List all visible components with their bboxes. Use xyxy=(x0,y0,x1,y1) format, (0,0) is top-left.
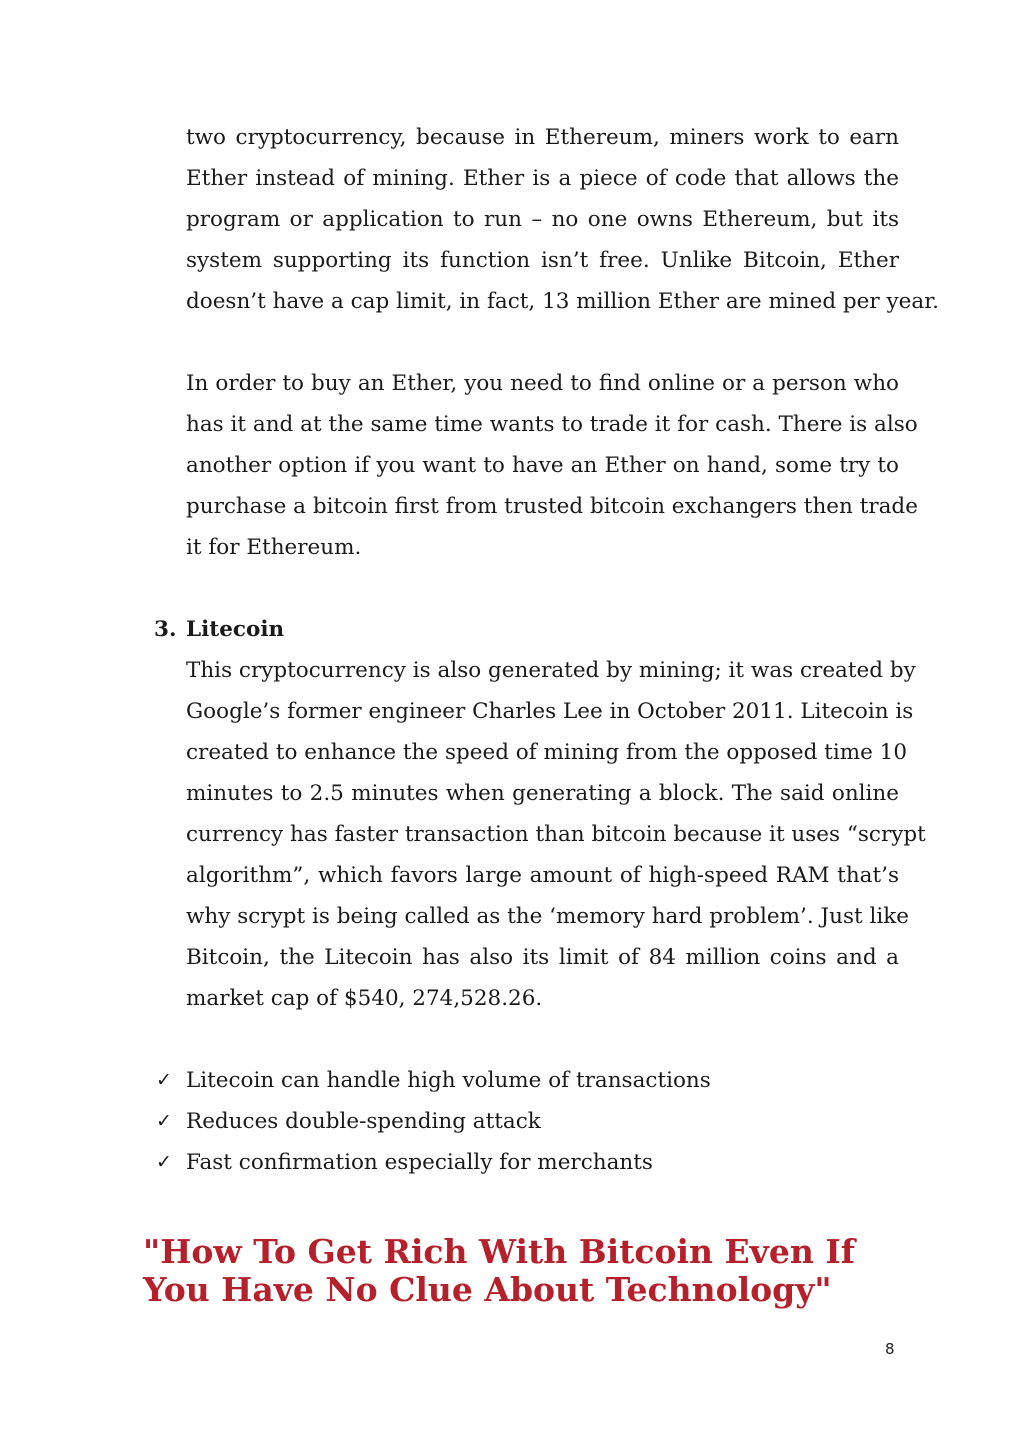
list-item-text: Fast confirmation especially for merchants xyxy=(186,1150,653,1175)
checkmark-icon: ✓ xyxy=(156,1069,172,1091)
text-line: system supporting its function isn’t free. Unlike Bitcoin, Ether xyxy=(186,248,899,273)
promo-line: "How To Get Rich With Bitcoin Even If xyxy=(143,1232,855,1271)
text-line: Google’s former engineer Charles Lee in October 2011. Litecoin is xyxy=(186,699,914,724)
section-heading-litecoin xyxy=(154,609,284,650)
text-line: program or application to run – no one owns Ethereum, but its xyxy=(186,207,899,232)
list-item-text: Reduces double-spending attack xyxy=(186,1109,541,1134)
text-line: doesn’t have a cap limit, in fact, 13 million Ether are mined per year. xyxy=(186,289,939,314)
text-line: two cryptocurrency, because in Ethereum, miners work to earn xyxy=(186,125,899,150)
list-item xyxy=(156,1060,711,1101)
text-line: market cap of $540, 274,528.26. xyxy=(186,986,543,1011)
litecoin-benefits-list xyxy=(156,1060,711,1183)
text-line: created to enhance the speed of mining from the opposed time 10 xyxy=(186,740,908,765)
paragraph-litecoin xyxy=(186,650,926,1019)
text-line: minutes to 2.5 minutes when generating a block. The said online xyxy=(186,781,899,806)
text-line: Bitcoin, the Litecoin has also its limit of 84 million coins and a xyxy=(186,945,899,970)
paragraph-ethereum-mining xyxy=(186,117,939,322)
checkmark-icon: ✓ xyxy=(156,1151,172,1173)
list-item-text: Litecoin can handle high volume of transactions xyxy=(186,1068,711,1093)
list-item xyxy=(156,1142,711,1183)
page-number: 8 xyxy=(885,1340,895,1358)
text-line: algorithm”, which favors large amount of high-speed RAM that’s xyxy=(186,863,899,888)
checkmark-icon: ✓ xyxy=(156,1110,172,1132)
paragraph-buy-ether xyxy=(186,363,918,568)
section-title: Litecoin xyxy=(186,617,285,642)
text-line: This cryptocurrency is also generated by mining; it was created by xyxy=(186,658,916,683)
section-number: 3. xyxy=(154,617,177,642)
text-line: currency has faster transaction than bitcoin because it uses “scrypt xyxy=(186,822,926,847)
promo-line: You Have No Clue About Technology" xyxy=(143,1270,832,1309)
list-item xyxy=(156,1101,711,1142)
text-line: Ether instead of mining. Ether is a piece of code that allows the xyxy=(186,166,899,191)
promo-headline xyxy=(143,1233,883,1309)
text-line: another option if you want to have an Ether on hand, some try to xyxy=(186,453,899,478)
text-line: In order to buy an Ether, you need to find online or a person who xyxy=(186,371,899,396)
text-line: has it and at the same time wants to trade it for cash. There is also xyxy=(186,412,918,437)
text-line: purchase a bitcoin first from trusted bitcoin exchangers then trade xyxy=(186,494,918,519)
text-line: it for Ethereum. xyxy=(186,535,362,560)
text-line: why scrypt is being called as the ‘memory hard problem’. Just like xyxy=(186,904,909,929)
